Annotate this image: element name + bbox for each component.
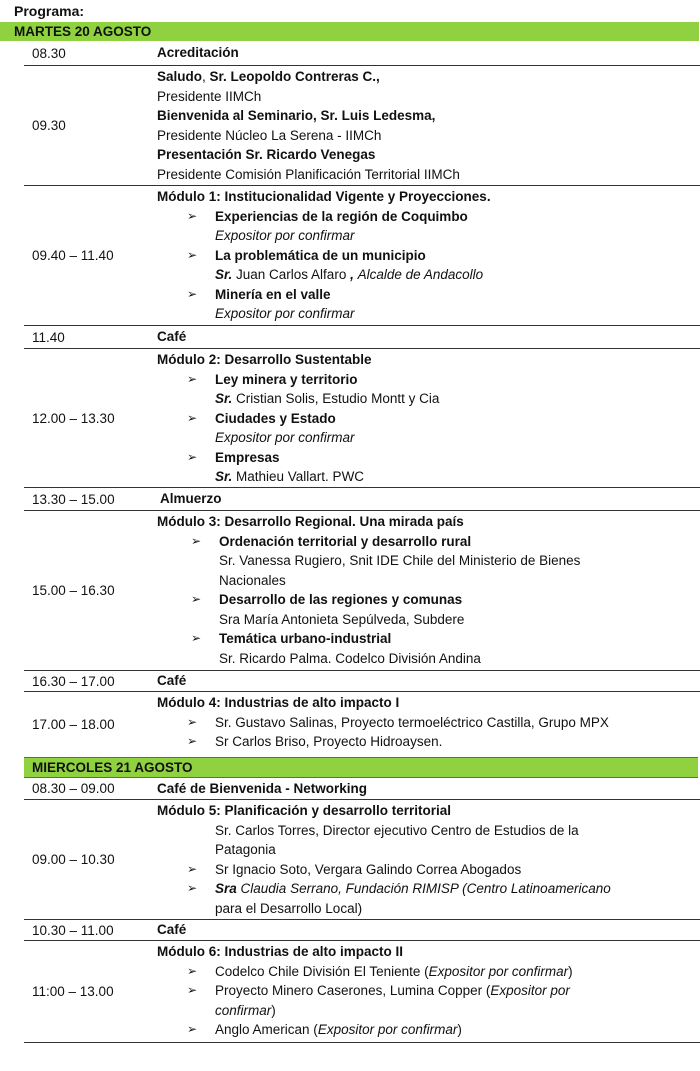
speaker-text: Expositor por confirmar bbox=[215, 306, 355, 321]
row-content bbox=[157, 800, 700, 919]
speaker-text-cont: Patagonia bbox=[215, 842, 276, 857]
speaker-role: Alcalde de Andacollo bbox=[357, 267, 484, 282]
text: Sr. Leopoldo Contreras C., bbox=[209, 69, 380, 84]
arrow-bullet-icon: ➢ bbox=[187, 1022, 198, 1036]
arrow-bullet-icon: ➢ bbox=[191, 631, 202, 645]
text: , bbox=[202, 69, 210, 84]
module-title: Módulo 5: Planificación y desarrollo territorial bbox=[157, 803, 452, 818]
arrow-bullet-icon: ➢ bbox=[187, 734, 198, 748]
bullet-note: Expositor por bbox=[490, 983, 570, 998]
bullet-text: Claudia Serrano, Fundación RIMISP (Centro Latinoamericano bbox=[236, 881, 611, 896]
row-time: 13.30 – 15.00 bbox=[32, 491, 115, 507]
row-time: 11.40 bbox=[32, 329, 65, 345]
bullet-text: Ley minera y territorio bbox=[215, 371, 358, 387]
row-content bbox=[157, 186, 700, 325]
speaker-text: Sra María Antonieta Sepúlveda, Subdere bbox=[219, 611, 465, 627]
text: ) bbox=[568, 963, 573, 979]
schedule-row bbox=[24, 511, 700, 671]
arrow-bullet-icon: ➢ bbox=[187, 371, 198, 386]
bullet-text: Sr Carlos Briso, Proyecto Hidroaysen. bbox=[215, 734, 443, 749]
speaker-text: Expositor por confirmar bbox=[215, 228, 355, 243]
module-title: Módulo 3: Desarrollo Regional. Una mirada país bbox=[157, 514, 464, 529]
arrow-bullet-icon: ➢ bbox=[191, 533, 202, 548]
schedule-row bbox=[24, 186, 700, 326]
module-title: Módulo 4: Industrias de alto impacto I bbox=[157, 695, 400, 710]
module-title: Módulo 2: Desarrollo Sustentable bbox=[157, 352, 372, 367]
bullet-text: Minería en el valle bbox=[215, 286, 331, 302]
text: ) bbox=[457, 1022, 462, 1037]
text: Presidente Comisión Planificación Territorial IIMCh bbox=[157, 166, 460, 182]
bullet-text: Anglo American ( bbox=[215, 1022, 318, 1037]
bullet-text-cont: para el Desarrollo Local) bbox=[215, 900, 363, 916]
row-content bbox=[157, 349, 700, 487]
bullet-text: Sr. Gustavo Salinas, Proyecto termoeléctrico Castilla, Grupo MPX bbox=[215, 714, 609, 730]
speaker-prefix: Sr. bbox=[215, 267, 233, 282]
bullet-text: Temática urbano-industrial bbox=[219, 631, 392, 646]
arrow-bullet-icon: ➢ bbox=[191, 592, 202, 606]
row-content bbox=[157, 66, 700, 185]
row-time: 16.30 – 17.00 bbox=[32, 673, 115, 689]
speaker-prefix: Sra bbox=[215, 881, 237, 896]
arrow-bullet-icon: ➢ bbox=[187, 247, 198, 262]
speaker-text: Sr. Carlos Torres, Director ejecutivo Centro de Estudios de la bbox=[215, 822, 579, 838]
speaker-prefix: Sr. bbox=[215, 391, 233, 406]
bullet-text: Ciudades y Estado bbox=[215, 410, 336, 426]
bullet-text: Desarrollo de las regiones y comunas bbox=[219, 592, 463, 607]
speaker-text: Sr. Ricardo Palma. Codelco División Andina bbox=[219, 650, 481, 666]
schedule-row bbox=[24, 326, 700, 349]
text: Saludo bbox=[157, 69, 203, 84]
row-time: 09.30 bbox=[32, 118, 66, 133]
row-time: 08.30 – 09.00 bbox=[32, 781, 115, 796]
schedule-row bbox=[24, 66, 700, 186]
schedule-row bbox=[24, 349, 700, 488]
arrow-bullet-icon: ➢ bbox=[187, 881, 198, 895]
schedule-row bbox=[24, 671, 700, 692]
day-header-martes: MARTES 20 AGOSTO bbox=[0, 22, 699, 41]
schedule-row bbox=[24, 488, 700, 511]
text: Presidente IIMCh bbox=[157, 88, 262, 104]
speaker-name: Cristian Solis, Estudio Montt y Cia bbox=[232, 391, 440, 406]
arrow-bullet-icon: ➢ bbox=[187, 861, 198, 876]
arrow-bullet-icon: ➢ bbox=[187, 410, 198, 425]
text: Bienvenida al Seminario, Sr. Luis Ledesma, bbox=[157, 108, 436, 123]
row-time: 15.00 – 16.30 bbox=[32, 583, 115, 598]
row-time: 11:00 – 13.00 bbox=[32, 984, 114, 999]
speaker-name: Mathieu Vallart. PWC bbox=[232, 469, 365, 484]
row-content: Café bbox=[157, 922, 187, 937]
row-content: Café bbox=[157, 329, 187, 344]
bullet-text: Experiencias de la región de Coquimbo bbox=[215, 208, 468, 224]
speaker-prefix: Sr. bbox=[215, 469, 233, 484]
schedule-row bbox=[24, 920, 700, 941]
bullet-text: Ordenación territorial y desarrollo rural bbox=[219, 533, 472, 549]
bullet-note-cont: confirmar bbox=[215, 1002, 272, 1018]
speaker-name: Juan Carlos Alfaro bbox=[232, 267, 351, 282]
row-content bbox=[157, 692, 700, 757]
row-time: 08.30 bbox=[32, 45, 66, 61]
row-content bbox=[157, 941, 700, 1042]
module-title: Módulo 1: Institucionalidad Vigente y Proyecciones. bbox=[157, 189, 491, 204]
schedule-row bbox=[24, 41, 700, 66]
day-header-miercoles: MIERCOLES 21 AGOSTO bbox=[24, 757, 698, 778]
bullet-note: Expositor por confirmar bbox=[317, 1022, 458, 1037]
row-time: 09.40 – 11.40 bbox=[32, 248, 114, 263]
arrow-bullet-icon: ➢ bbox=[187, 286, 198, 301]
bullet-text: Sr Ignacio Soto, Vergara Galindo Correa Abogados bbox=[215, 861, 522, 877]
text: ) bbox=[271, 1002, 276, 1018]
schedule-row bbox=[24, 778, 700, 800]
speaker-text-cont: Nacionales bbox=[219, 572, 286, 588]
bullet-text: Codelco Chile División El Teniente ( bbox=[215, 963, 429, 979]
row-time: 12.00 – 13.30 bbox=[32, 410, 115, 426]
bullet-text: Empresas bbox=[215, 449, 280, 465]
row-content: Café bbox=[157, 673, 187, 688]
module-title: Módulo 6: Industrias de alto impacto II bbox=[157, 944, 404, 959]
speaker-text: Sr. Vanessa Rugiero, Snit IDE Chile del Ministerio de Bienes bbox=[219, 553, 581, 568]
text: Presentación Sr. Ricardo Venegas bbox=[157, 147, 376, 162]
arrow-bullet-icon: ➢ bbox=[187, 714, 198, 729]
row-content: Acreditación bbox=[157, 45, 239, 60]
arrow-bullet-icon: ➢ bbox=[187, 449, 198, 464]
row-time: 17.00 – 18.00 bbox=[32, 717, 115, 732]
schedule-row bbox=[24, 692, 700, 757]
arrow-bullet-icon: ➢ bbox=[187, 208, 198, 223]
text: , bbox=[350, 267, 358, 282]
speaker-text: Expositor por confirmar bbox=[215, 430, 355, 445]
schedule-row bbox=[24, 941, 700, 1043]
row-content bbox=[157, 511, 700, 670]
program-label: Programa: bbox=[14, 3, 85, 19]
row-content: Almuerzo bbox=[160, 491, 222, 506]
arrow-bullet-icon: ➢ bbox=[187, 983, 198, 997]
bullet-text: La problemática de un municipio bbox=[215, 247, 426, 263]
schedule-row bbox=[24, 800, 700, 920]
bullet-note: Expositor por confirmar bbox=[428, 963, 569, 979]
row-content: Café de Bienvenida - Networking bbox=[157, 781, 368, 796]
arrow-bullet-icon: ➢ bbox=[187, 963, 198, 978]
text: Presidente Núcleo La Serena - IIMCh bbox=[157, 127, 382, 143]
row-time: 10.30 – 11.00 bbox=[32, 922, 114, 938]
bullet-text: Proyecto Minero Caserones, Lumina Copper ( bbox=[215, 983, 491, 998]
row-time: 09.00 – 10.30 bbox=[32, 852, 115, 867]
